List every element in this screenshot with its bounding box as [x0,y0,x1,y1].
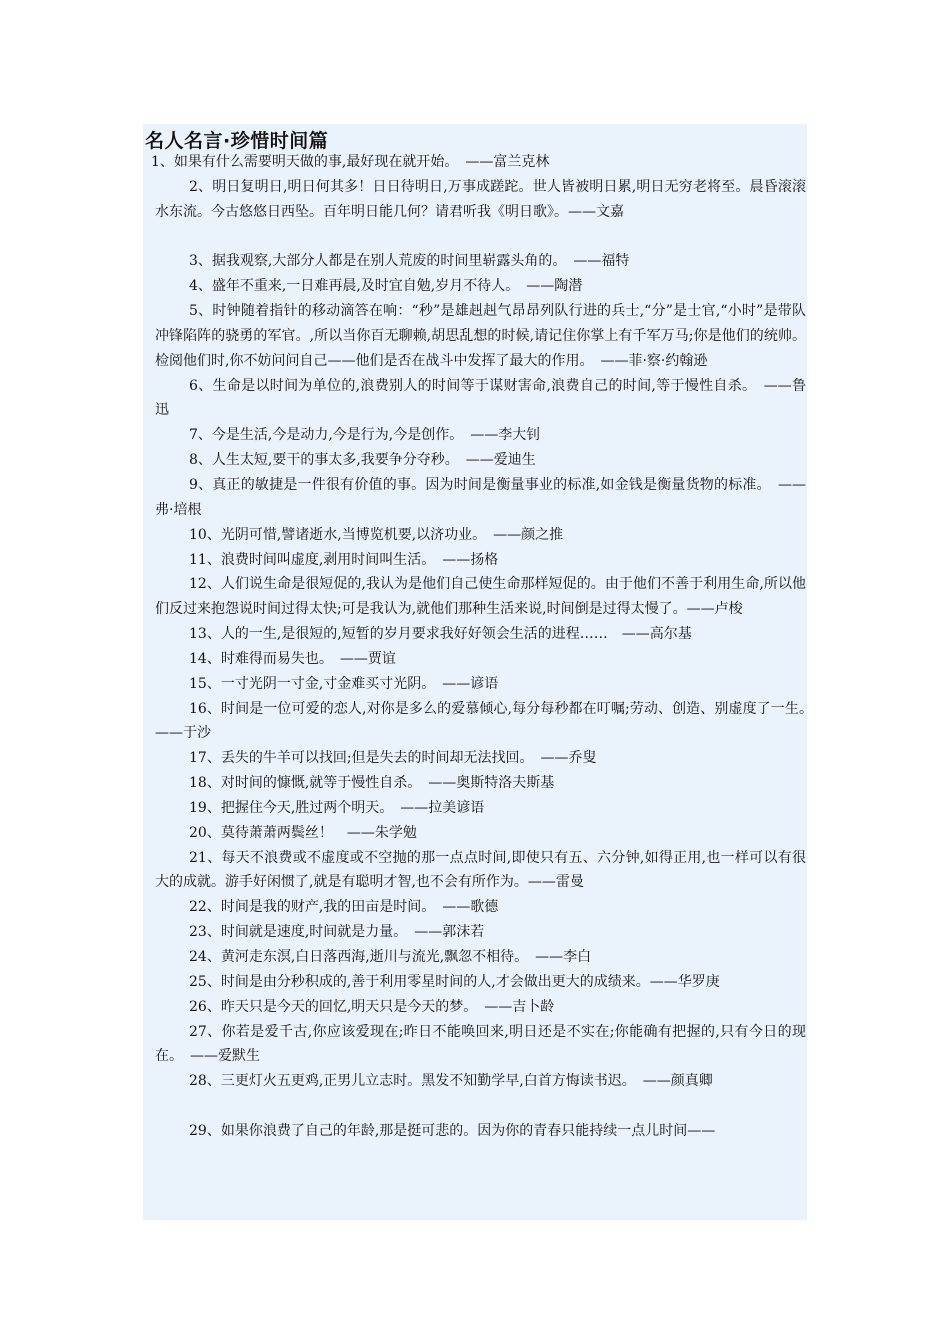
quote-item-16: 16、时间是一位可爱的恋人,对你是多么的爱慕倾心,每分每秒都在叮嘱;劳动、创造、别虚度了一生。 ——于沙 [155,700,820,742]
document-panel [143,124,820,1220]
page-title: 名人名言·珍惜时间篇 [145,130,329,152]
quote-item-6: 6、生命是以时间为单位的,浪费别人的时间等于谋财害命,浪费自己的时间,等于慢性自杀。 ——鲁迅 [155,377,806,419]
blank-line [155,1094,806,1119]
quote-item-20: 20、莫待萧萧两鬓丝！ ——朱学勉 [189,824,417,841]
quote-item-28: 28、三更灯火五更鸡,正男儿立志时。黑发不知勤学早,白首方悔读书迟。 ——颜真卿 [189,1073,713,1090]
quote-item-21: 21、每天不浪费或不虚度或不空抛的那一点点时间,即使只有五、六分钟,如得正用,也一样可以有很大的成就。游手好闲惯了,就是有聪明才智,也不会有所作为。——雷曼 [155,849,806,891]
quote-item-10: 10、光阴可惜,譬诸逝水,当博览机要,以济功业。 ——颜之推 [189,526,564,543]
quote-item-3: 3、据我观察,大部分人都是在别人荒废的时间里崭露头角的。 ——福特 [189,253,630,270]
quote-item-25: 25、时间是由分秒积成的,善于利用零星时间的人,才会做出更大的成绩来。——华罗庚 [189,973,720,990]
quote-item-29: 29、如果你浪费了自己的年龄,那是挺可悲的。因为你的青春只能持续一点儿时间—— [189,1122,716,1139]
quote-item-5: 5、时钟随着指针的移动滴答在响：“秒”是雄赳赳气昂昂列队行进的兵士,“分”是士官,“小时”是带队冲锋陷阵的骁勇的军官。,所以当你百无聊赖,胡思乱想的时候,请记住你掌上有千军万马;你是他们的统帅。检阅他们时,你不妨问问自己——他们是否在战斗中发挥了最大的作用。 ——菲·察·约翰逊 [155,303,806,369]
quote-item-2: 2、明日复明日,明日何其多！日日待明日,万事成蹉跎。世人皆被明日累,明日无穷老将至。晨昏滚滚水东流。今古悠悠日西坠。百年明日能几何？请君听我《明日歌》。——文嘉 [155,178,806,220]
quote-item-15: 15、一寸光阴一寸金,寸金难买寸光阴。 ——谚语 [189,675,499,692]
quote-item-17: 17、丢失的牛羊可以找回;但是失去的时间却无法找回。 ——乔叟 [189,750,597,767]
quote-item-19: 19、把握住今天,胜过两个明天。 ——拉美谚语 [189,799,485,816]
quote-item-24: 24、黄河走东溟,白日落西海,逝川与流光,飘忽不相待。 ——李白 [189,949,592,965]
quote-item-8: 8、人生太短,要干的事太多,我要争分夺秒。 ——爱迪生 [189,452,536,469]
quote-item-9: 9、真正的敏捷是一件很有价值的事。因为时间是衡量事业的标准,如金钱是衡量货物的标准。 ——弗·培根 [155,476,806,518]
quote-item-26: 26、昨天只是今天的回忆,明天只是今天的梦。 ——吉卜龄 [189,998,555,1015]
quote-item-13: 13、人的一生,是很短的,短暂的岁月要求我好好领会生活的进程…… ——高尔基 [189,626,692,643]
quote-item-22: 22、时间是我的财产,我的田亩是时间。 ——歌德 [189,899,499,916]
blank-line [155,225,806,250]
quote-item-23: 23、时间就是速度,时间就是力量。 ——郭沫若 [189,924,485,941]
quote-item-27: 27、你若是爱千古,你应该爱现在;昨日不能唤回来,明日还是不实在;你能确有把握的,只有今日的现在。 ——爱默生 [155,1023,806,1065]
quote-item-1: 1、如果有什么需要明天做的事,最好现在就开始。 ——富兰克林 [151,154,550,170]
quote-item-14: 14、时难得而易失也。 ——贾谊 [189,650,396,667]
quote-item-4: 4、盛年不重来,一日难再晨,及时宜自勉,岁月不待人。 ——陶潜 [189,278,583,295]
quote-item-11: 11、浪费时间叫虚度,剥用时间叫生活。 ——扬格 [189,551,499,568]
quote-item-7: 7、今是生活,今是动力,今是行为,今是创作。 ——李大钊 [189,427,541,444]
quote-item-18: 18、对时间的慷慨,就等于慢性自杀。 ——奥斯特洛夫斯基 [189,775,555,792]
quote-list [151,150,820,1144]
quote-item-12: 12、人们说生命是很短促的,我认为是他们自己使生命那样短促的。由于他们不善于利用生命,所以他们反过来抱怨说时间过得太快;可是我认为,就他们那种生活来说,时间倒是过得太慢了。——卢梭 [155,576,806,618]
